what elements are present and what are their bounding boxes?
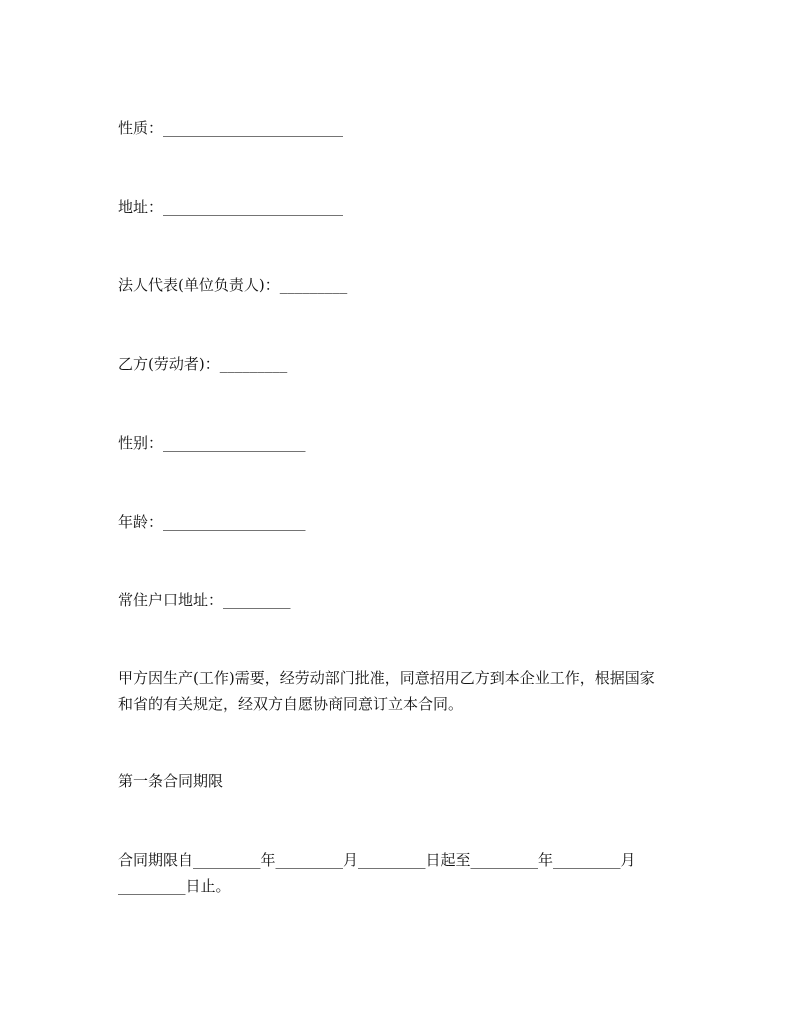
field-legal-representative: 法人代表(单位负责人)：_________: [118, 276, 348, 294]
field-address: 地址：________________________: [118, 198, 344, 216]
field-party-b: 乙方(劳动者)：_________: [118, 355, 288, 373]
article-1-heading: 第一条合同期限: [118, 772, 224, 790]
intro-line-1: 甲方因生产(工作)需要，经劳动部门批准，同意招用乙方到本企业工作，根据国家: [118, 669, 655, 687]
field-age: 年龄：___________________: [118, 513, 306, 531]
field-nature: 性质：________________________: [118, 119, 344, 137]
article-1-line-2: _________日止。: [118, 877, 231, 895]
article-1-paragraph: [118, 847, 684, 899]
intro-line-2: 和省的有关规定，经双方自愿协商同意订立本合同。: [118, 695, 464, 713]
field-gender: 性别：___________________: [118, 434, 306, 452]
intro-paragraph: [118, 665, 684, 717]
field-residence-address: 常住户口地址：_________: [118, 591, 291, 609]
article-1-line-1: 合同期限自_________年_________月_________日起至_________年_________月: [118, 851, 636, 869]
